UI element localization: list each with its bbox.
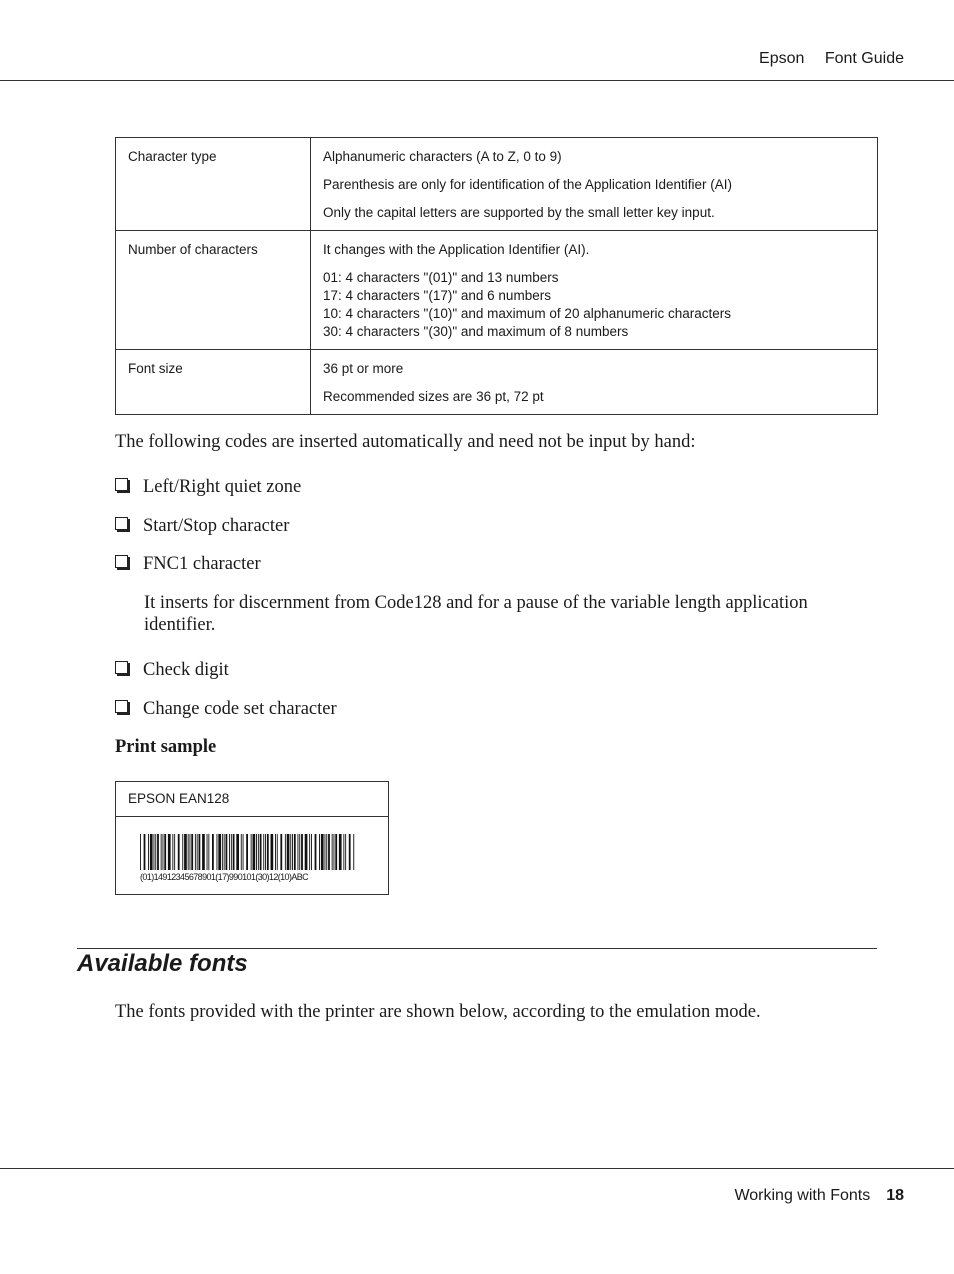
list-item-label: FNC1 character — [143, 554, 261, 574]
list-item-label: Start/Stop character — [143, 516, 290, 536]
checkbox-bullet-icon — [115, 517, 128, 530]
list-item — [115, 476, 301, 498]
footer-chapter: Working with Fonts — [734, 1187, 871, 1204]
cell-line: 17: 4 characters "(17)" and 6 numbers — [323, 288, 551, 303]
checkbox-bullet-icon — [115, 661, 128, 674]
table-row — [116, 231, 878, 350]
header-brand: Epson — [759, 50, 805, 67]
cell-line: 30: 4 characters "(30)" and maximum of 8 numbers — [323, 324, 629, 339]
intro-paragraph: The following codes are inserted automatically and need not be input by hand: — [115, 432, 696, 452]
checkbox-bullet-icon — [115, 555, 128, 568]
footer-divider — [0, 1168, 954, 1169]
row-label-font-size: Font size — [116, 350, 311, 415]
sample-font-name: EPSON EAN128 — [116, 782, 388, 817]
cell-intro: It changes with the Application Identifier (AI). — [323, 242, 590, 257]
section-divider — [77, 948, 877, 949]
list-item — [115, 553, 261, 575]
list-item — [115, 515, 289, 537]
table-row — [116, 350, 878, 415]
page-header — [743, 50, 904, 68]
list-item-label: Check digit — [143, 660, 229, 680]
checkbox-bullet-icon — [115, 700, 128, 713]
list-item-label: Left/Right quiet zone — [143, 477, 302, 497]
cell-line: Parenthesis are only for identification of the Application Identifier (AI) — [323, 177, 732, 192]
cell-line: Only the capital letters are supported by the small letter key input. — [323, 205, 715, 220]
cell-line: Recommended sizes are 36 pt, 72 pt — [323, 389, 544, 404]
section-title: Available fonts — [77, 950, 248, 977]
list-item — [115, 659, 229, 681]
cell-line: 10: 4 characters "(10)" and maximum of 20 alphanumeric characters — [323, 306, 732, 321]
cell-line: 36 pt or more — [323, 361, 404, 376]
list-item-label: Change code set character — [143, 699, 337, 719]
fnc1-note: It inserts for discernment from Code128 and for a pause of the variable length application identifier. — [144, 593, 808, 635]
header-doc-title: Font Guide — [824, 50, 904, 67]
ai-list — [323, 269, 865, 341]
row-label-number-of-characters: Number of characters — [116, 231, 311, 350]
row-label-character-type: Character type — [116, 138, 311, 231]
barcode-human-readable: (01)14912345678901(17)990101(30)12(10)ABC — [140, 872, 309, 882]
barcode-image — [140, 834, 356, 870]
print-sample-box — [115, 781, 389, 895]
row-value-number-of-characters — [311, 231, 878, 350]
print-sample-heading: Print sample — [115, 737, 217, 757]
cell-line: Alphanumeric characters (A to Z, 0 to 9) — [323, 149, 562, 164]
page-footer — [734, 1187, 904, 1205]
page-number: 18 — [886, 1187, 904, 1204]
row-value-font-size — [311, 350, 878, 415]
list-item — [115, 698, 337, 720]
table-row — [116, 138, 878, 231]
header-divider — [0, 80, 954, 81]
cell-line: 01: 4 characters "(01)" and 13 numbers — [323, 270, 559, 285]
row-value-character-type — [311, 138, 878, 231]
section-paragraph: The fonts provided with the printer are shown below, according to the emulation mode. — [115, 1002, 761, 1022]
spec-table — [115, 137, 878, 415]
checkbox-bullet-icon — [115, 478, 128, 491]
